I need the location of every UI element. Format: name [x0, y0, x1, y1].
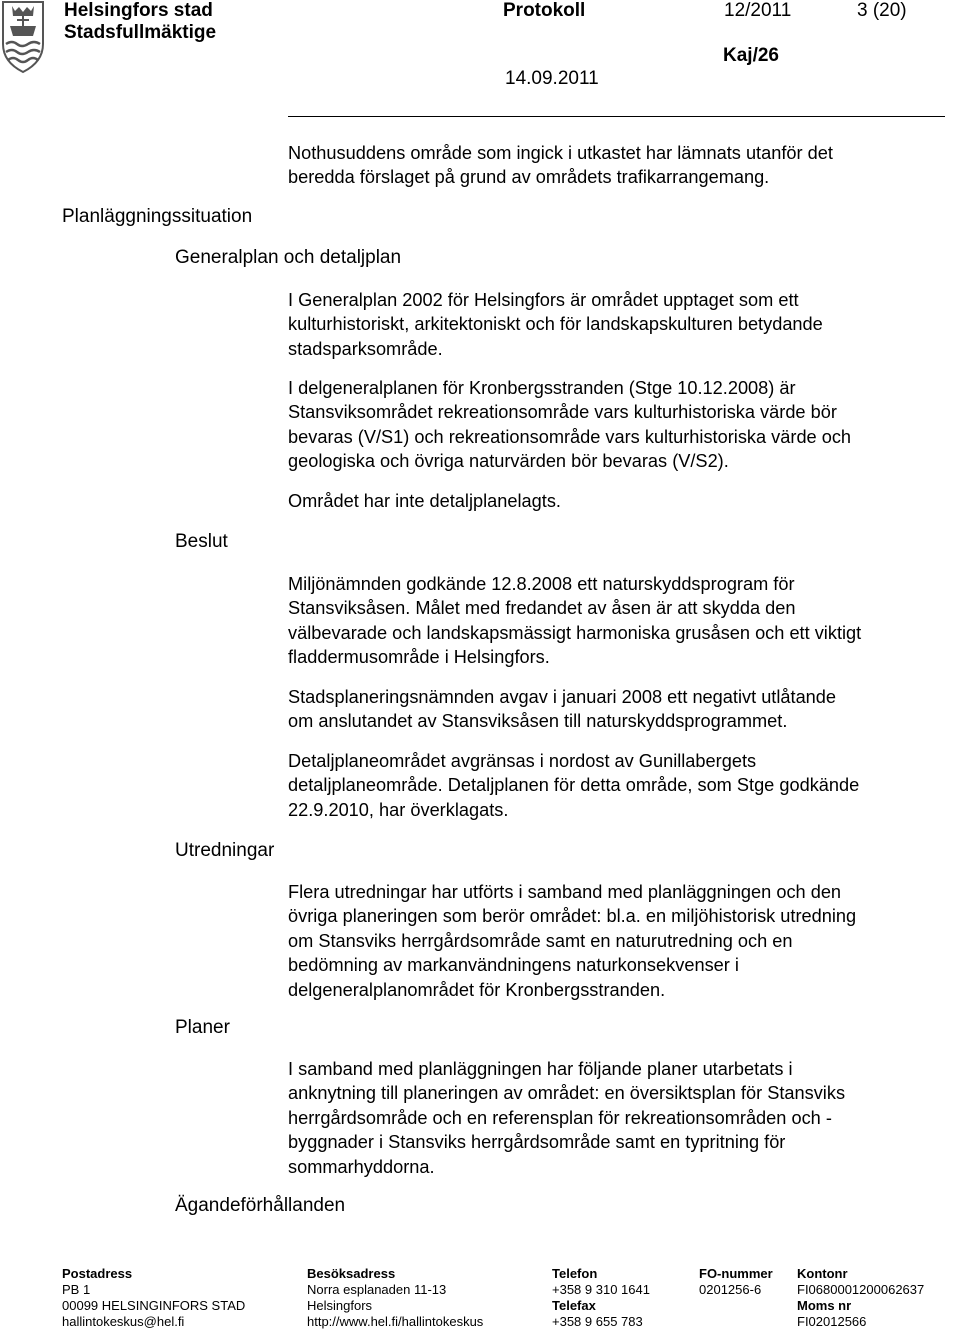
- footer-phone: Telefon +358 9 310 1641 Telefax +358 9 655 783: [552, 1266, 650, 1329]
- footer-account: Kontonr FI0680001200062637 Moms nr FI02012566: [797, 1266, 925, 1329]
- org-name: Helsingfors stad: [64, 0, 213, 21]
- document-number: 12/2011: [724, 0, 792, 21]
- helsinki-coat-of-arms-icon: [0, 0, 46, 74]
- footer-business-id: FO-nummer 0201256-6: [699, 1266, 773, 1297]
- heading-planer: Planer: [175, 1017, 230, 1038]
- footer-visiting-address: Besöksadress Norra esplanaden 11-13 Helsingfors http://www.hel.fi/hallintokeskus: [307, 1266, 484, 1329]
- utredningar-paragraph: Flera utredningar har utförts i samband med planläggningen och den övriga planeringen som berör området: bl.a. en miljöhistorisk utredning om Stansviks herrgårdsområde samt en naturutredning och en bedömning av markanvändningens naturkonsekvenser i delgeneralplanområdet för Kronbergsstranden.: [288, 882, 857, 1000]
- footer-website-link[interactable]: http://www.hel.fi/hallintokeskus: [307, 1314, 484, 1329]
- document-type: Protokoll: [503, 0, 586, 21]
- general-plan-paragraph-1: I Generalplan 2002 för Helsingfors är området upptaget som ett kulturhistoriskt, arkitektoniskt och för landskapskulturen betydande stadsparksområde.: [288, 290, 823, 359]
- footer-postal-address: Postadress PB 1 00099 HELSINGINFORS STAD hallintokeskus@hel.fi: [62, 1266, 246, 1329]
- meeting-date: 14.09.2011: [505, 68, 599, 89]
- beslut-paragraph-1: Miljönämnden godkände 12.8.2008 ett naturskyddsprogram för Stansviksåsen. Målet med fredandet av åsen är att skydda den välbevarade och landskapsmässigt harmoniska grusåsen och ett viktigt fladdermusområde i Helsingfors.: [288, 574, 862, 668]
- body-name: Stadsfullmäktige: [64, 22, 217, 43]
- heading-utredningar: Utredningar: [175, 840, 275, 861]
- beslut-paragraph-3: Detaljplaneområdet avgränsas i nordost av Gunillabergets detaljplaneområde. Detaljplanen för detta område, som Stge godkände 22.9.2010, har överklagats.: [288, 751, 860, 820]
- footer-email-link[interactable]: hallintokeskus@hel.fi: [62, 1314, 185, 1329]
- intro-paragraph: Nothusuddens område som ingick i utkastet har lämnats utanför det beredda förslaget på grund av områdets trafikarrangemang.: [288, 143, 833, 188]
- case-reference: Kaj/26: [723, 45, 779, 66]
- header-divider: [288, 116, 945, 117]
- heading-agandeforhallanden: Ägandeförhållanden: [175, 1195, 346, 1216]
- beslut-paragraph-2: Stadsplaneringsnämnden avgav i januari 2008 ett negativt utlåtande om anslutandet av Stansviksåsen till naturskyddsprogrammet.: [288, 687, 837, 732]
- heading-planning-situation: Planläggningssituation: [62, 206, 253, 227]
- heading-general-plan: Generalplan och detaljplan: [175, 247, 402, 268]
- heading-beslut: Beslut: [175, 531, 228, 552]
- planer-paragraph: I samband med planläggningen har följande planer utarbetats i anknytning till planeringen av området: en översiktsplan för Stansviks herrgårdsområde och en referensplan för rekreationsområden och - byggnader i Stansviks herrgårdsområde samt en typritning för sommarhyddorna.: [288, 1059, 846, 1177]
- page-number: 3 (20): [857, 0, 907, 21]
- general-plan-paragraph-2: I delgeneralplanen för Kronbergsstranden (Stge 10.12.2008) är Stansviksområdet rekreationsområde vars kulturhistoriska värde bör bevaras (V/S1) och rekreationsområde vars kulturhistoriska värde och geologiska och övriga naturvärden bör bevaras (V/S2).: [288, 378, 852, 472]
- general-plan-paragraph-3: Området har inte detaljplanelagts.: [288, 491, 561, 511]
